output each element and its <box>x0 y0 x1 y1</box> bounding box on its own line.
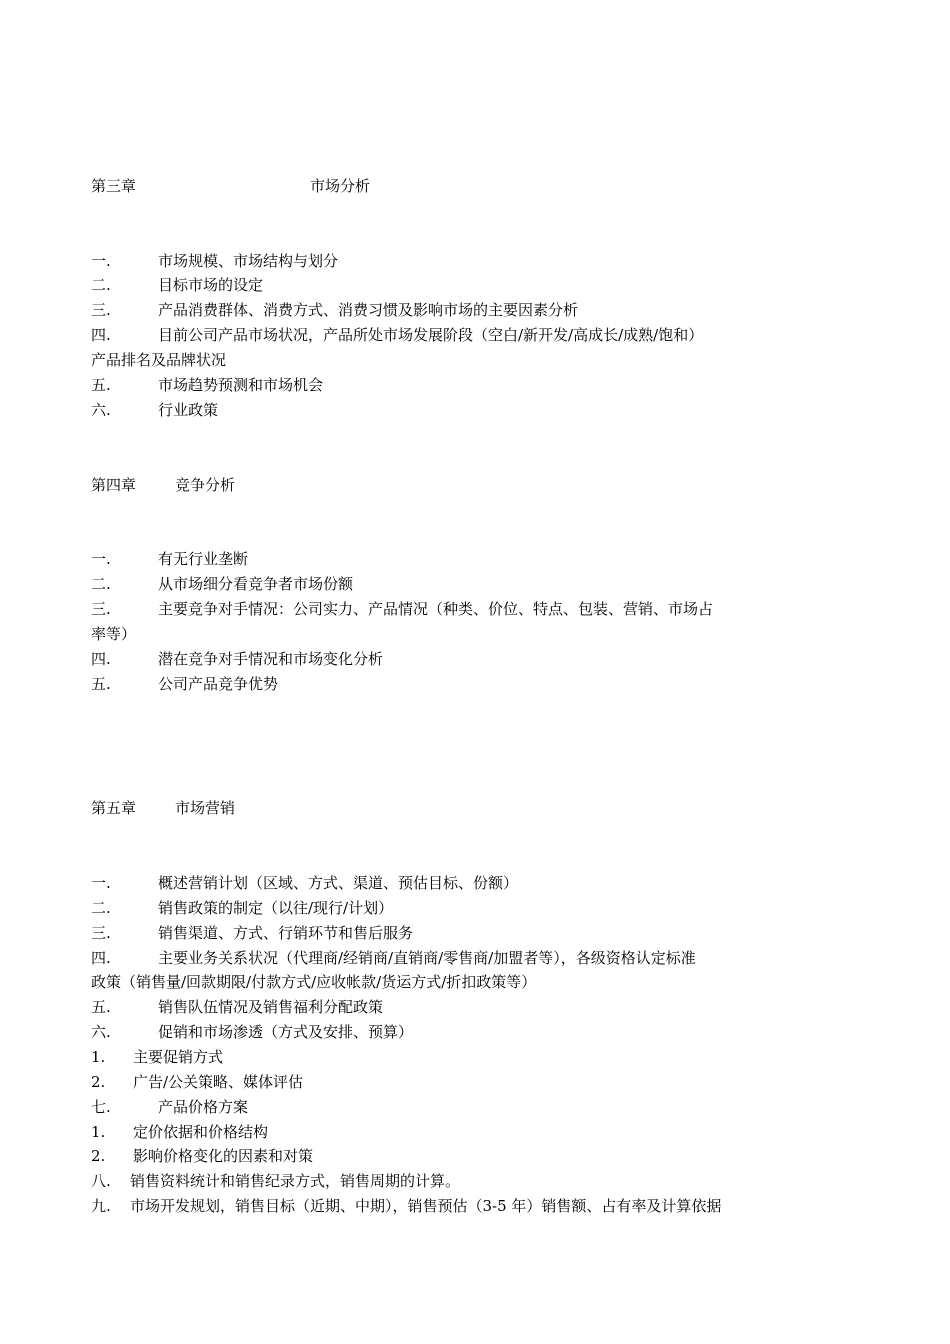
list-item <box>91 922 413 944</box>
chapter-label: 第五章 <box>91 799 137 817</box>
item-text: 市场开发规划，销售目标（近期、中期），销售预估（3-5 年）销售额、占有率及计算依据 <box>130 1197 722 1215</box>
item-text: 主要竞争对手情况：公司实力、产品情况（种类、价位、特点、包装、营销、市场占 <box>158 600 714 618</box>
list-item <box>91 250 338 272</box>
item-text: 销售政策的制定（以往/现行/计划） <box>158 899 394 917</box>
item-text: 影响价格变化的因素和对策 <box>133 1147 314 1165</box>
item-text: 定价依据和价格结构 <box>133 1123 269 1141</box>
item-text-continued: 政策（销售量/回款期限/付款方式/应收帐款/货运方式/折扣政策等） <box>91 973 537 991</box>
list-item <box>91 399 218 421</box>
item-number: 二. <box>91 575 111 593</box>
item-text: 目前公司产品市场状况，产品所处市场发展阶段（空白/新开发/高成长/成熟/饱和） <box>158 326 704 344</box>
item-number: 三. <box>91 600 111 618</box>
item-number: 七. <box>91 1098 111 1116</box>
list-item-continuation <box>91 623 136 645</box>
item-text: 公司产品竞争优势 <box>158 675 279 693</box>
list-item <box>91 548 248 570</box>
chapter-title: 市场分析 <box>310 177 371 195</box>
item-number: 五. <box>91 675 111 693</box>
item-number: 1. <box>91 1048 106 1066</box>
list-item <box>91 648 383 670</box>
item-text: 销售资料统计和销售纪录方式，销售周期的计算。 <box>130 1172 461 1190</box>
list-item <box>91 947 696 969</box>
list-item <box>91 299 578 321</box>
item-text: 目标市场的设定 <box>158 276 264 294</box>
item-text-continued: 产品排名及品牌状况 <box>91 351 227 369</box>
item-number: 三. <box>91 301 111 319</box>
item-text: 产品价格方案 <box>158 1098 249 1116</box>
item-text: 市场规模、市场结构与划分 <box>158 252 339 270</box>
item-number: 六. <box>91 401 111 419</box>
sub-list-item <box>91 1071 303 1093</box>
item-text: 产品消费群体、消费方式、消费习惯及影响市场的主要因素分析 <box>158 301 579 319</box>
sub-list-item <box>91 1145 313 1167</box>
item-number: 八. <box>91 1172 111 1190</box>
item-text: 销售队伍情况及销售福利分配政策 <box>158 998 384 1016</box>
list-item <box>91 374 323 396</box>
list-item <box>91 872 518 894</box>
item-number: 一. <box>91 252 111 270</box>
item-number: 三. <box>91 924 111 942</box>
item-text: 从市场细分看竞争者市场份额 <box>158 575 354 593</box>
chapter4-heading <box>91 474 235 496</box>
chapter-label: 第四章 <box>91 476 137 494</box>
list-item <box>91 897 393 919</box>
item-number: 一. <box>91 874 111 892</box>
item-number: 二. <box>91 899 111 917</box>
chapter5-heading <box>91 797 235 819</box>
item-number: 四. <box>91 326 111 344</box>
list-item <box>91 1096 248 1118</box>
item-text: 行业政策 <box>158 401 219 419</box>
item-text: 主要促销方式 <box>133 1048 224 1066</box>
chapter3-heading <box>91 175 370 197</box>
item-number: 二. <box>91 276 111 294</box>
item-number: 四. <box>91 650 111 668</box>
item-number: 五. <box>91 998 111 1016</box>
item-text: 主要业务关系状况（代理商/经销商/直销商/零售商/加盟者等），各级资格认定标准 <box>158 949 696 967</box>
item-number: 一. <box>91 550 111 568</box>
item-text: 销售渠道、方式、行销环节和售后服务 <box>158 924 414 942</box>
list-item <box>91 598 713 620</box>
chapter-label: 第三章 <box>91 177 137 195</box>
list-item-continuation <box>91 971 536 993</box>
item-number: 五. <box>91 376 111 394</box>
item-number: 六. <box>91 1023 111 1041</box>
sub-list-item <box>91 1121 268 1143</box>
item-number: 2. <box>91 1073 106 1091</box>
list-item <box>91 1021 413 1043</box>
item-number: 四. <box>91 949 111 967</box>
list-item <box>91 324 703 346</box>
item-text: 促销和市场渗透（方式及安排、预算） <box>158 1023 414 1041</box>
item-text: 市场趋势预测和市场机会 <box>158 376 324 394</box>
list-item <box>91 573 353 595</box>
item-text: 概述营销计划（区域、方式、渠道、预估目标、份额） <box>158 874 519 892</box>
item-text: 有无行业垄断 <box>158 550 249 568</box>
list-item <box>91 996 383 1018</box>
item-number: 1. <box>91 1123 106 1141</box>
sub-list-item <box>91 1046 223 1068</box>
item-text-continued: 率等） <box>91 625 137 643</box>
item-text: 广告/公关策略、媒体评估 <box>133 1073 304 1091</box>
chapter-title: 市场营销 <box>175 799 236 817</box>
item-number: 九. <box>91 1197 111 1215</box>
list-item <box>91 1170 460 1192</box>
list-item <box>91 673 278 695</box>
list-item-continuation <box>91 349 226 371</box>
list-item <box>91 1195 721 1217</box>
chapter-title: 竞争分析 <box>175 476 236 494</box>
item-text: 潜在竞争对手情况和市场变化分析 <box>158 650 384 668</box>
list-item <box>91 274 263 296</box>
item-number: 2. <box>91 1147 106 1165</box>
